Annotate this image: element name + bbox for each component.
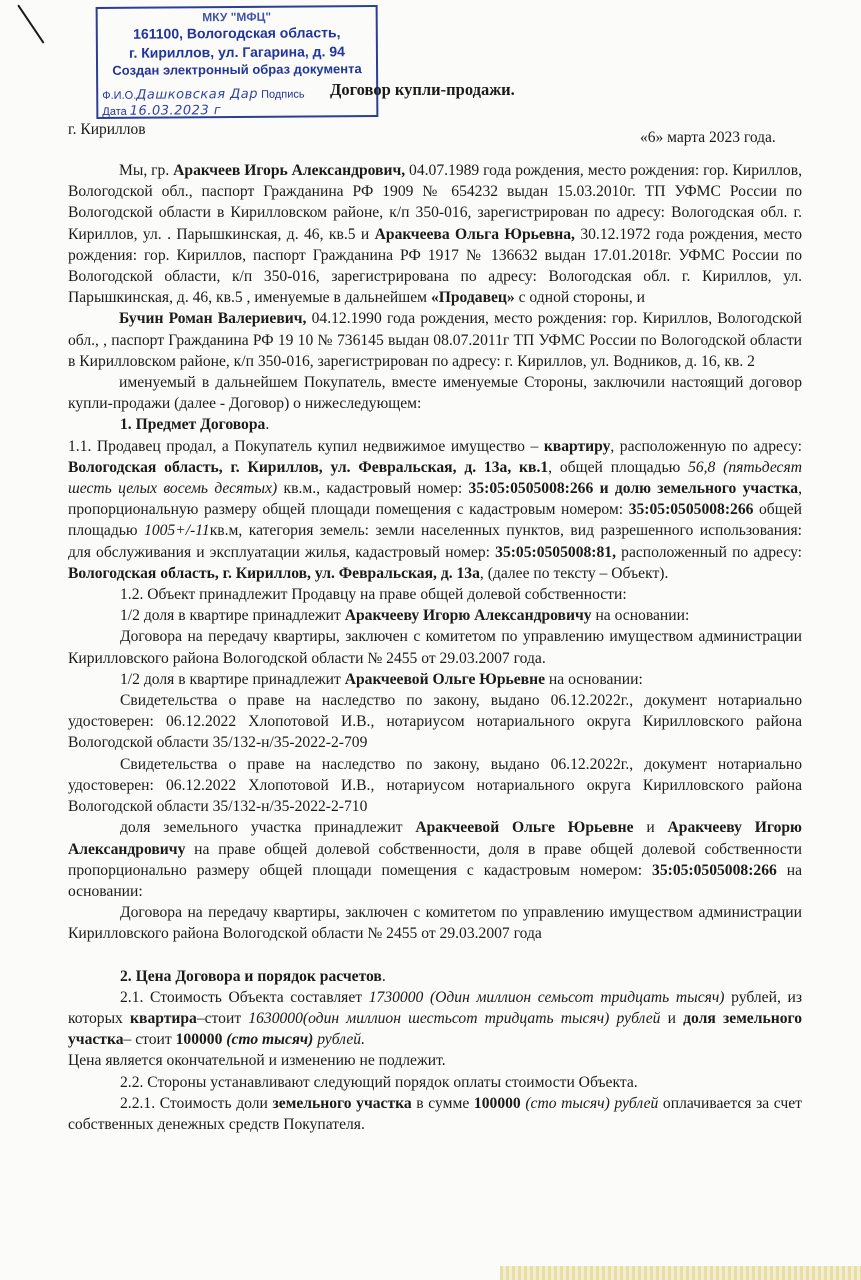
stamp-address-2: г. Кириллов, ул. Гагарина, д. 94 — [128, 43, 345, 61]
text: доля земельного участка — [68, 1009, 802, 1049]
stamp-fio-row — [102, 88, 304, 103]
text: Аракчеевой Ольге Юрьевне — [344, 670, 546, 688]
parties-paragraph — [68, 160, 802, 308]
buyer-paragraph — [68, 308, 802, 372]
text: Аракчееву Игорю Александровичу — [68, 819, 802, 858]
text: 2.2.1. Стоимость доли — [120, 1094, 273, 1112]
stamp-copy-note: Создан электронный образ документа — [112, 61, 362, 78]
text: –стоит — [196, 1009, 249, 1027]
text: в сумме — [411, 1094, 474, 1112]
section-1-heading — [68, 414, 802, 435]
text: оплачивается за счет собственных денежных средств Покупателя. — [68, 1094, 802, 1133]
text: 100000 — [473, 1094, 521, 1112]
text: на основании: — [591, 607, 690, 625]
text: 35:05:0505008:81, — [495, 543, 616, 561]
text: 35:05:0505008:266 и долю земельного участка — [468, 480, 799, 498]
text: квартиру — [543, 437, 611, 455]
text: квартира — [130, 1009, 197, 1027]
stamp-date-label: Дата — [102, 105, 127, 118]
text: на основании: — [68, 861, 802, 900]
text: 1/2 доля в квартире принадлежит — [120, 670, 345, 688]
stamp-date-row — [102, 104, 221, 119]
text: (сто тысяч) рублей — [525, 1094, 659, 1112]
clause-2-2: 2.2. Стороны устанавливают следующий порядок оплаты стоимости Объекта. — [120, 1073, 638, 1091]
text: Аракчеевой Ольге Юрьевне — [415, 819, 634, 837]
text: доля земельного участка принадлежит — [120, 819, 416, 837]
text: кв.м, категория земель: земли населенных пунктов, вид разрешенного использования: для обслуживания и эксплуатации жилья, кадастровый номер: — [68, 522, 803, 561]
certificate-1: Свидетельства о праве на наследство по закону, выдано 06.12.2022г., документ нотариально удостоверен: 06.12.2022 Хлопотовой И.В., нотариусом нотариального округа Кирилловского района Вологодской области 35/132-н/35-2022-2-709 — [68, 692, 802, 752]
text: 2.1. Стоимость Объекта составляет — [120, 988, 369, 1006]
stamp-date-handwritten: 16.03.2023 г — [129, 103, 222, 119]
text: (сто тысяч) — [226, 1031, 314, 1049]
text: , (далее по тексту – Объект). — [479, 564, 669, 582]
document-date: «6» марта 2023 года. — [640, 129, 776, 146]
text: общей площадью — [68, 501, 802, 540]
text: 35:05:0505008:266 — [628, 501, 754, 519]
text: 04.12.1990 года рождения, место рождения: гор. Кириллов, Вологодской обл., , паспорт Гражданина РФ 19 10 № 736145 выдан 08.07.2011г ТП УФМС России по Вологодской области в Кирилловском районе, к/п 350-016, зарегистрирован по адресу: г. Кириллов, ул. Водников, д. 16, кв. 2 — [68, 310, 802, 370]
text: 1005+/-11 — [144, 522, 210, 540]
text: рублей, из которых — [68, 988, 802, 1027]
land-share — [68, 817, 802, 902]
seller-role: «Продавец» — [430, 289, 515, 307]
text: расположенный по адресу: — [615, 543, 802, 561]
text: земельного участка — [272, 1094, 412, 1112]
section-2-heading — [68, 966, 802, 987]
share-1 — [68, 605, 802, 626]
agreement-paragraph: именуемый в дальнейшем Покупатель, вместе именуемые Стороны, заключили настоящий договор купли-продажи (далее - Договор) о нижеследующем: — [68, 374, 802, 413]
text: 04.07.1989 года рождения, место рождения: гор. Кириллов, Вологодской обл., паспорт Гражданина РФ 1909 № 654232 выдан 15.03.2010г. ТП УФМС России по Вологодской области в Кирилловском районе, к/п 350-016, зарегистрирован по адресу: Вологодская обл. г. Кириллов, ул. . Парышкинская, д. 46, кв.5 и — [68, 162, 802, 243]
text: . — [265, 416, 270, 434]
document-title: Договор купли-продажи. — [330, 80, 515, 99]
seller1-name: Аракчеев Игорь Александрович, — [173, 162, 406, 179]
text: Аракчееву Игорю Александровичу — [344, 607, 592, 625]
text: на праве общей долевой собственности, доля в праве общей долевой собственности пропорционально размеру общей площади помещения с кадастровым номером: — [68, 840, 802, 879]
text: , расположенную по адресу: — [610, 437, 802, 455]
land-basis: Договора на передачу квартиры, заключен с комитетом по управлению имуществом администрации Кирилловского района Вологодской области № 2455 от 29.03.2007 года — [68, 904, 802, 943]
text: 30.12.1972 года рождения, место рождения: гор. Кириллов, паспорт Гражданина РФ 1917 № 136632 выдан 17.01.2018г. УФМС России по Вологодской области, к/п 350-016, зарегистрирована по адресу: Вологодская обл. г. Кириллов, ул. Парышкинская, д. 46, кв.5 , именуемые в дальнейшем — [68, 225, 803, 307]
text: Мы, гр. — [119, 162, 174, 179]
stamp-fio-label: Ф.И.О. — [102, 89, 137, 102]
text: Вологодская область, г. Кириллов, ул. Февральская, д. 13а, кв.1 — [68, 458, 549, 476]
text: и — [660, 1009, 684, 1027]
share-2 — [68, 669, 802, 690]
text: 1630000(один миллион шестьсот тридцать тысяч) — [248, 1009, 610, 1027]
stamp-fio-handwritten: Дашковская Дар — [136, 86, 259, 103]
text: рублей. — [313, 1031, 365, 1049]
pen-mark — [17, 4, 44, 43]
page-edge-artifact — [500, 1266, 861, 1280]
text: 100000 — [175, 1031, 223, 1049]
text: 1730000 (Один миллион семьсот тридцать тысяч) — [368, 988, 725, 1006]
clause-1-2: 1.2. Объект принадлежит Продавцу на праве общей долевой собственности: — [120, 586, 627, 604]
certificate-2: Свидетельства о праве на наследство по закону, выдано 06.12.2022г., документ нотариально удостоверен: 06.12.2022 Хлопотовой И.В., нотариусом нотариального округа Кирилловского района Вологодской области 35/132-н/35-2022-2-710 — [68, 755, 802, 816]
document-city: г. Кириллов — [68, 121, 146, 138]
text: 1.1. Продавец продал, а Покупатель купил недвижимое имущество – — [68, 437, 544, 455]
text: 56,8 (пятьдесят шесть целых восемь десятых) — [68, 458, 802, 498]
text: с одной стороны, и — [514, 289, 645, 307]
clause-2-2-1 — [68, 1093, 802, 1135]
text: 35:05:0505008:266 — [652, 861, 777, 879]
text: . — [381, 967, 386, 985]
clause-1-1 — [68, 436, 802, 584]
text: 1. Предмет Договора — [120, 416, 266, 434]
contract-body — [68, 160, 802, 1135]
buyer-name: Бучин Роман Валериевич, — [119, 310, 307, 328]
text: 1/2 доля в квартире принадлежит — [120, 607, 345, 625]
text: и — [633, 819, 668, 837]
mfc-stamp — [96, 5, 379, 119]
text: на основании: — [545, 670, 643, 688]
text: , общей площадью — [548, 458, 689, 476]
stamp-sign-label: Подпись — [261, 88, 305, 101]
stamp-org: МКУ "МФЦ" — [202, 9, 272, 25]
text: 2. Цена Договора и порядок расчетов — [120, 967, 382, 985]
clause-2-1 — [68, 987, 802, 1051]
share-1-basis: Договора на передачу квартиры, заключен с комитетом по управлению имуществом администрации Кирилловского района Вологодской области № 2455 от 29.03.2007 года. — [68, 628, 802, 667]
text: Вологодская область, г. Кириллов, ул. Февральская, д. 13а — [68, 564, 480, 582]
final-price-note: Цена является окончательной и изменению не подлежит. — [68, 1052, 446, 1070]
stamp-address-1: 161100, Вологодская область, — [133, 24, 341, 42]
seller2-name: Аракчеева Ольга Юрьевна, — [374, 225, 575, 243]
text: – стоит — [123, 1031, 176, 1049]
text: , пропорциональную размеру общей площади помещения с кадастровым номером: — [68, 480, 803, 519]
text: кв.м., кадастровый номер: — [277, 480, 469, 498]
text: рублей — [609, 1009, 661, 1027]
